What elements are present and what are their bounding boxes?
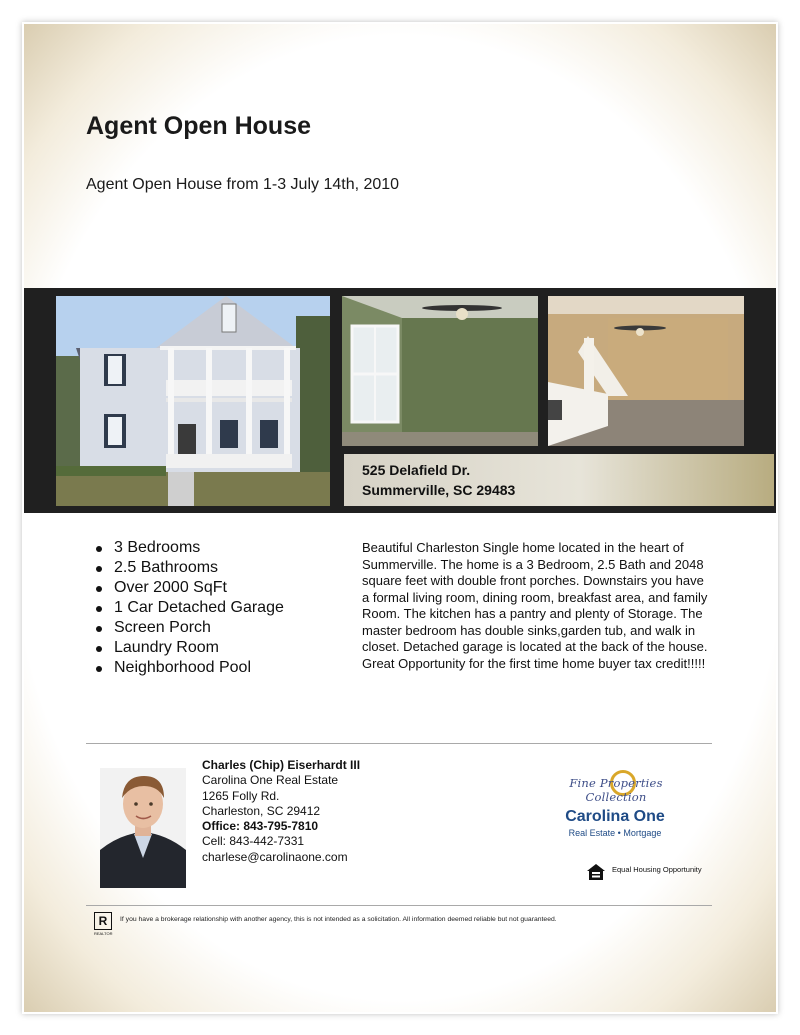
equal-housing-text: Equal Housing Opportunity [612,865,702,874]
agent-city: Charleston, SC 29412 [202,803,321,818]
agent-portrait [100,768,186,888]
open-house-date: Agent Open House from 1-3 July 14th, 2010 [86,176,400,193]
feature-text: Screen Porch [114,619,211,636]
feature-list [96,538,284,678]
house-photo [56,296,330,506]
agent-email[interactable]: charlese@carolinaone.com [202,849,348,864]
list-item [96,658,284,678]
property-description: Beautiful Charleston Single home located in the heart of Summerville. The home is a 3 Bedroom, 2.5 Bath and 2048 square feet with double front porches. Downstairs you have a formal living room, dining room, breakfast area, and family Room. The kitchen has a pantry and plenty of Storage. The master bedroom has double sinks,garden tub, and walk in closet. Detached garage is located at the back of the house. Great Opportunity for the first time home buyer tax credit!!!!! [362,540,708,671]
realtor-letter: R [94,912,112,930]
bullet-icon [96,546,102,552]
equal-housing-icon [586,863,606,881]
list-item [96,558,284,578]
feature-text: Neighborhood Pool [114,659,251,676]
list-item [96,578,284,598]
feature-text: Over 2000 SqFt [114,579,227,596]
address-city: Summerville, SC 29483 [362,482,516,498]
list-item [96,538,284,558]
agent-name: Charles (Chip) Eiserhardt III [202,758,361,772]
footer-divider [86,905,712,906]
list-item [96,638,284,658]
feature-text: 1 Car Detached Garage [114,599,284,616]
agent-company: Carolina One Real Estate [202,773,339,788]
address-street: 525 Delafield Dr. [362,462,471,478]
collection-script: Fine Properties Collection [569,776,663,804]
realtor-icon [94,912,114,938]
feature-text: 2.5 Bathrooms [114,559,219,576]
divider [86,743,712,744]
realtor-caption: REALTOR [94,931,113,936]
bullet-icon [96,606,102,612]
feature-text: 3 Bedrooms [114,539,201,556]
bullet-icon [96,646,102,652]
brand-tagline: Real Estate • Mortgage [568,828,662,838]
living-room-photo [548,296,744,446]
list-item [96,618,284,638]
list-item [96,598,284,618]
bullet-icon [96,626,102,632]
disclaimer: If you have a brokerage relationship with another agency, this is not intended as a solicitation. All information deemed reliable but not guaranteed. [120,916,557,923]
bullet-icon [96,666,102,672]
carolina-one-logo [540,768,690,848]
agent-cell-phone: Cell: 843-442-7331 [202,834,305,849]
brand-name: Carolina One [565,808,665,825]
agent-street: 1265 Folly Rd. [202,788,280,803]
bullet-icon [96,586,102,592]
feature-text: Laundry Room [114,639,219,656]
agent-contact-card [202,758,360,865]
bedroom-photo [342,296,538,446]
agent-office-phone: Office: 843-795-7810 [202,819,319,834]
bullet-icon [96,566,102,572]
page-title: Agent Open House [86,112,312,140]
